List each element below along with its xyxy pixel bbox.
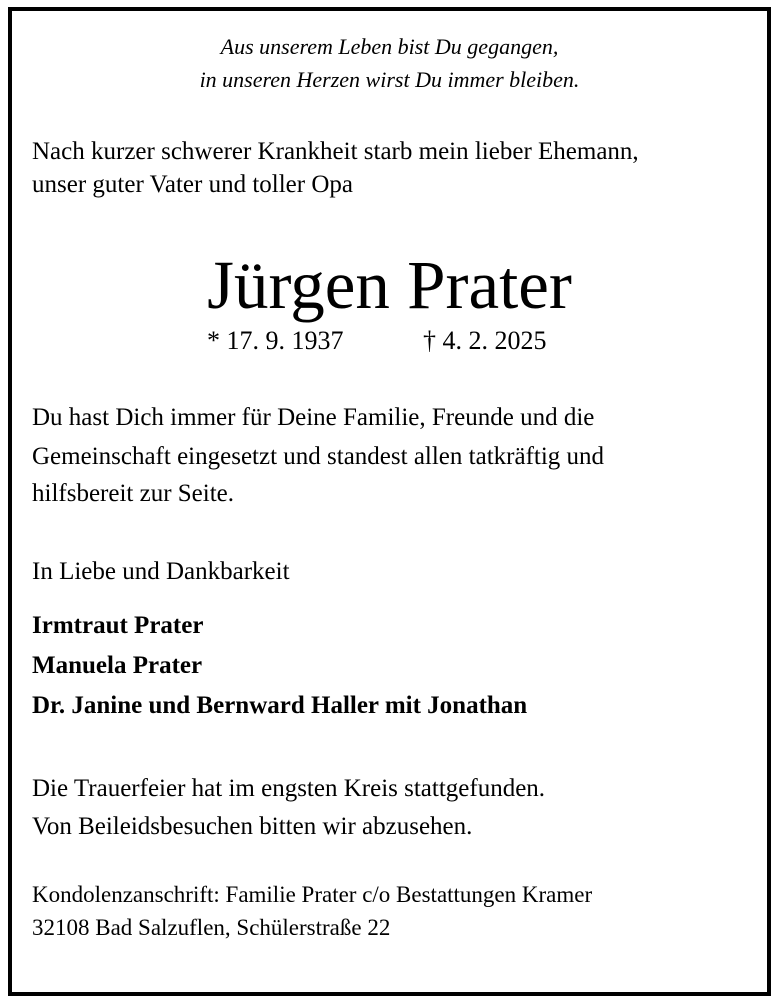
motto-line-1: Aus unserem Leben bist Du gegangen, xyxy=(220,34,559,59)
condolence-line-1: Kondolenzanschrift: Familie Prater c/o Bestattungen Kramer xyxy=(32,882,593,907)
mourner-2: Manuela Prater xyxy=(32,652,203,679)
tribute-line-1: Du hast Dich immer für Deine Familie, Freunde und die xyxy=(32,404,595,431)
ceremony-line-2: Von Beileidsbesuchen bitten wir abzusehen. xyxy=(32,813,473,840)
tribute-line-3: hilfsbereit zur Seite. xyxy=(32,480,235,507)
birth-date: * 17. 9. 1937 xyxy=(207,326,344,355)
intro-line-1: Nach kurzer schwerer Krankheit starb mein lieber Ehemann, xyxy=(32,138,639,165)
mourner-1: Irmtraut Prater xyxy=(32,612,204,639)
ceremony-line-1: Die Trauerfeier hat im engsten Kreis stattgefunden. xyxy=(32,775,546,802)
intro-line-2: unser guter Vater und toller Opa xyxy=(32,171,353,198)
closing-line: In Liebe und Dankbarkeit xyxy=(32,558,290,585)
deceased-name: Jürgen Prater xyxy=(207,247,572,323)
death-date: † 4. 2. 2025 xyxy=(423,326,547,355)
condolence-line-2: 32108 Bad Salzuflen, Schülerstraße 22 xyxy=(32,915,391,940)
tribute-line-2: Gemeinschaft eingesetzt und standest allen tatkräftig und xyxy=(32,443,605,470)
mourner-3: Dr. Janine und Bernward Haller mit Jonathan xyxy=(32,692,528,719)
motto-line-2: in unseren Herzen wirst Du immer bleiben. xyxy=(199,67,580,92)
